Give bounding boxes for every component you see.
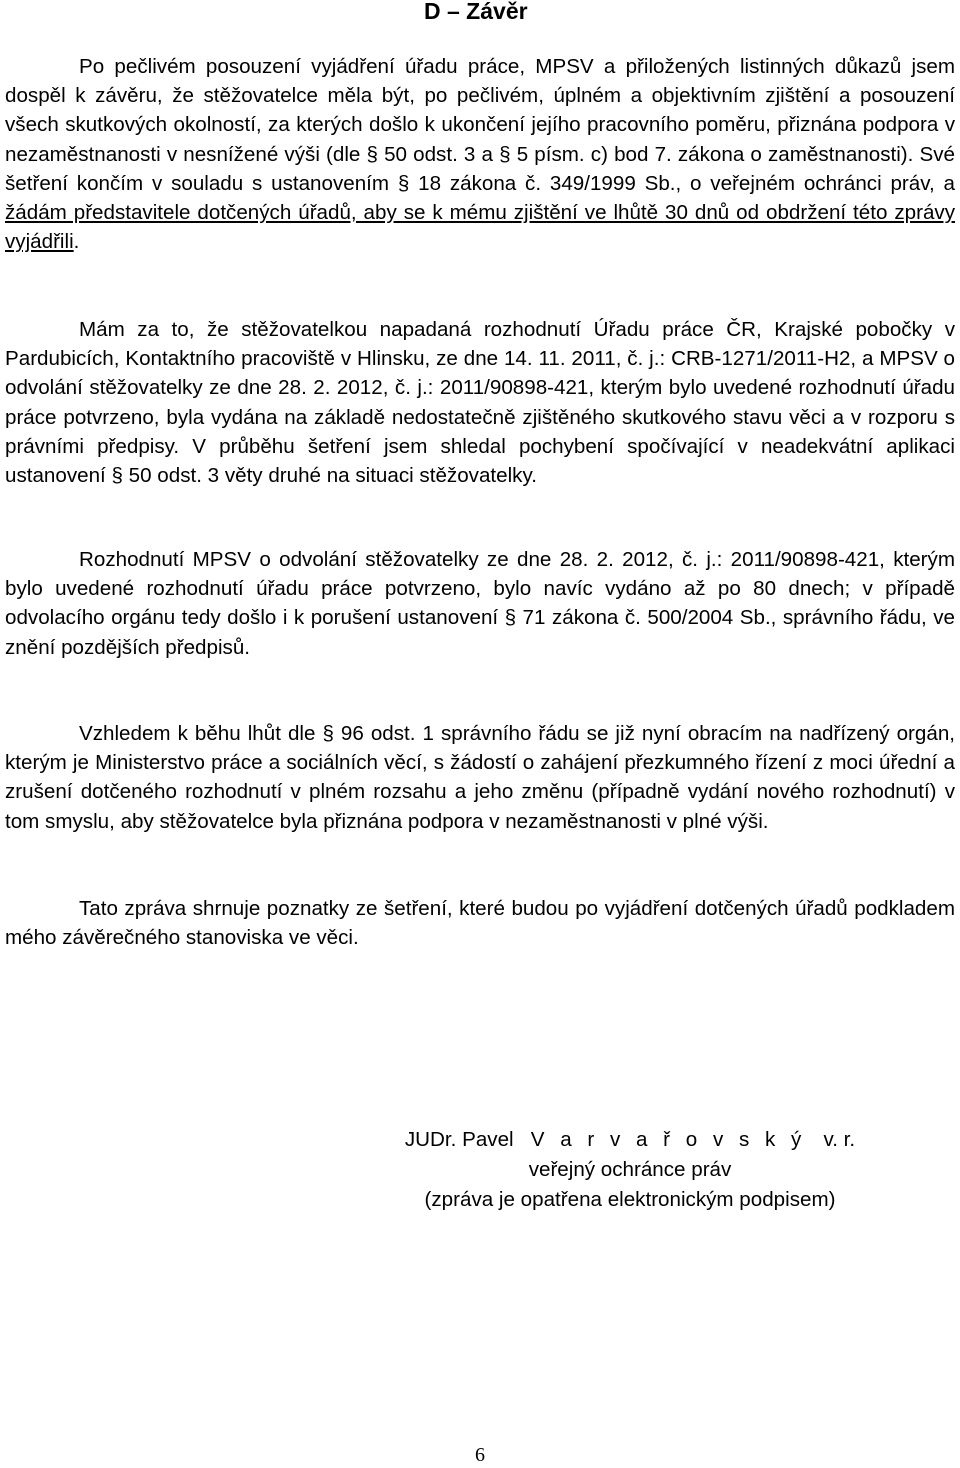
paragraph-appeal-delay	[5, 545, 955, 662]
paragraph-summary	[5, 894, 955, 952]
paragraph-conclusion-end: .	[73, 230, 80, 254]
paragraph-review-request-text: Vzhledem k běhu lhůt dle § 96 odst. 1 správního řádu se již nyní obracím na nadřízený orgán, kterým je Ministerstvo práce a sociálních věcí, s žádostí o zahájení přezkumného řízení z moci úřední a zrušení dotčeného rozhodnutí v plném rozsahu a jeho změnu (případně vydání nového rozhodnutí) v tom smyslu, aby stěžovatelce byla přiznána podpora v nezaměstnanosti v plné výši.	[5, 722, 955, 833]
signature-surname: V a r v a ř o v s k ý	[530, 1128, 807, 1151]
signature-role: veřejný ochránce práv	[528, 1158, 732, 1181]
request-statement: žádám představitele dotčených úřadů, aby se k mému zjištění ve lhůtě 30 dnů od obdržení této zprávy vyjádřili	[5, 201, 955, 254]
paragraph-review-request	[5, 719, 955, 836]
section-heading: D – Závěr	[424, 0, 528, 24]
paragraph-assessment-text: Mám za to, že stěžovatelkou napadaná rozhodnutí Úřadu práce ČR, Krajské pobočky v Pardubicích, Kontaktního pracoviště v Hlinsku, ze dne 14. 11. 2011, č. j.: CRB-1271/2011-H2, a MPSV o odvolání stěžovatelky ze dne 28. 2. 2012, č. j.: 2011/90898-421, kterým bylo uvedené rozhodnutí úřadu práce potvrzeno, byla vydána na základě nedostatečně zjištěného skutkového stavu věci a v rozporu s právními předpisy. V průběhu šetření jsem shledal pochybení spočívající v neadekvátní aplikaci ustanovení § 50 odst. 3 věty druhé na situaci stěžovatelky.	[5, 318, 955, 488]
signature-name-prefix: JUDr. Pavel	[404, 1128, 514, 1151]
paragraph-conclusion	[5, 52, 955, 256]
paragraph-appeal-delay-text: Rozhodnutí MPSV o odvolání stěžovatelky ze dne 28. 2. 2012, č. j.: 2011/90898-421, kterým bylo uvedené rozhodnutí úřadu práce potvrzeno, bylo navíc vydáno až po 80 dnech; v případě odvolacího orgánu tedy došlo i k porušení ustanovení § 71 zákona č. 500/2004 Sb., správního řádu, ve znění pozdějších předpisů.	[5, 548, 955, 659]
page-number: 6	[475, 1444, 485, 1466]
signature-name-line	[370, 1125, 890, 1154]
paragraph-assessment	[5, 315, 955, 490]
paragraph-summary-text: Tato zpráva shrnuje poznatky ze šetření, které budou po vyjádření dotčených úřadů podkladem mého závěrečného stanoviska ve věci.	[5, 897, 955, 950]
signature-note: (zpráva je opatřena elektronickým podpisem)	[424, 1188, 836, 1211]
paragraph-conclusion-text: Po pečlivém posouzení vyjádření úřadu práce, MPSV a přiložených listinných důkazů jsem dospěl k závěru, že stěžovatelce měla být, po pečlivém, úplném a objektivním zjištění a posouzení všech skutkových okolností, za kterých došlo k ukončení jejího pracovního poměru, přiznána podpora v nezaměstnanosti v nesnížené výši (dle § 50 odst. 3 a § 5 písm. c) bod 7. zákona o zaměstnanosti). Své šetření končím v souladu s ustanovením § 18 zákona č. 349/1999 Sb., o veřejném ochránci práv, a	[5, 55, 955, 195]
signature-suffix: v. r.	[823, 1128, 856, 1151]
